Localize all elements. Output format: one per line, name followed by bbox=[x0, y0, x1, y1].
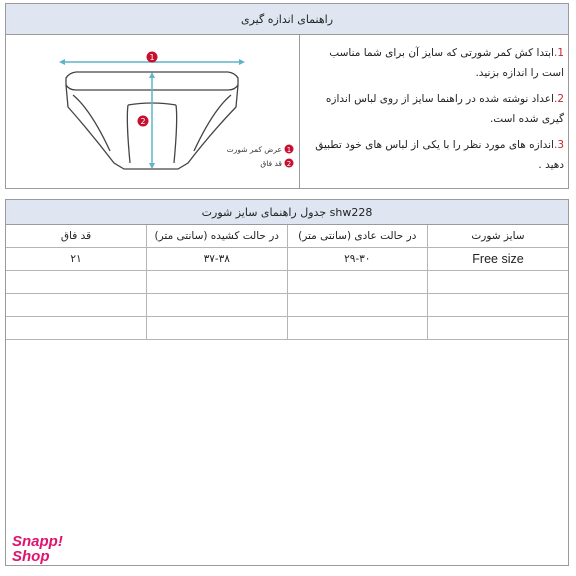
col-header-stretched: در حالت کشیده (سانتی متر) bbox=[147, 225, 288, 248]
cell-stretched bbox=[147, 271, 288, 294]
legend-2-label: قد فاق bbox=[260, 159, 282, 168]
cell-size bbox=[428, 317, 569, 340]
cell-normal: ۲۹-۳۰ bbox=[287, 248, 428, 271]
table-row bbox=[6, 271, 568, 294]
underwear-diagram bbox=[6, 35, 299, 190]
measurement-guide-panel bbox=[5, 3, 569, 189]
col-header-rise: قد فاق bbox=[6, 225, 147, 248]
cell-rise: ۲۱ bbox=[6, 248, 147, 271]
cell-size bbox=[428, 271, 569, 294]
legend-1-num: 1 bbox=[286, 146, 292, 154]
legend-1-label: عرض کمر شورت bbox=[226, 145, 282, 154]
step-3: 3.اندازه های مورد نظر را با یکی از لباس های خود تطبیق دهید . bbox=[315, 139, 564, 171]
marker-1-label: 1 bbox=[149, 53, 155, 62]
marker-2-label: 2 bbox=[140, 117, 146, 126]
legend-2-num: 2 bbox=[286, 160, 292, 168]
table-row bbox=[6, 248, 568, 271]
cell-rise bbox=[6, 317, 147, 340]
table-row bbox=[6, 294, 568, 317]
size-table-panel bbox=[5, 199, 569, 566]
guide-divider bbox=[299, 35, 300, 188]
cell-normal bbox=[287, 271, 428, 294]
size-table-title: جدول راهنمای سایز شورت shw228 bbox=[6, 200, 568, 225]
table-row bbox=[6, 317, 568, 340]
snapp-shop-logo: Snapp! Shop bbox=[12, 533, 63, 565]
cell-normal bbox=[287, 317, 428, 340]
step-2: 2.اعداد نوشته شده در راهنما سایز از روی لباس اندازه گیری شده است. bbox=[325, 93, 564, 125]
cell-stretched bbox=[147, 294, 288, 317]
guide-title: راهنمای اندازه گیری bbox=[6, 4, 568, 35]
cell-stretched: ۳۷-۳۸ bbox=[147, 248, 288, 271]
cell-stretched bbox=[147, 317, 288, 340]
cell-normal bbox=[287, 294, 428, 317]
table-header-row bbox=[6, 225, 568, 248]
col-header-size: سایز شورت bbox=[428, 225, 569, 248]
cell-rise bbox=[6, 271, 147, 294]
cell-size: Free size bbox=[428, 248, 569, 271]
step-1: 1.ابتدا کش کمر شورتی که سایز آن برای شما مناسب است را اندازه بزنید. bbox=[329, 47, 564, 79]
cell-size bbox=[428, 294, 569, 317]
cell-rise bbox=[6, 294, 147, 317]
col-header-normal: در حالت عادی (سانتی متر) bbox=[287, 225, 428, 248]
guide-steps bbox=[304, 43, 564, 181]
size-table bbox=[6, 225, 568, 340]
